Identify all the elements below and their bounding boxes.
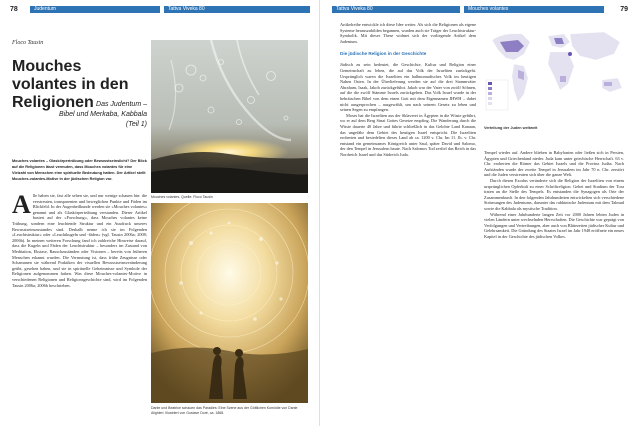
- right-page: [320, 0, 640, 426]
- header-magazine-bar: Tattva Viveka 80: [332, 6, 460, 13]
- world-map-image: [484, 20, 632, 120]
- subtitle-line: Bibel und Merkaba, Kabbala: [59, 111, 147, 118]
- subtitle-line: (Teil 1): [125, 121, 147, 128]
- floaters-photo: [151, 40, 308, 193]
- section-heading: Die jüdische Religion in der Geschichte: [340, 51, 427, 57]
- subtitle-line: Das Judentum –: [96, 101, 147, 108]
- left-page-body-text: [12, 193, 147, 413]
- body-paragraph: Jüdisch zu sein bedeutet, die Geschichte, Kultur und Religion einer Gemeinschaft zu leben, die auf das Volk der Israeliten zurückgeht. Ursprünglich waren die Israeliten ein halbnomadisches Volk im heutigen Nahen Osten. In der Überlieferung werden sie auf die drei Stammväter Abraham, Isaak, Jakob zurückgeführt. Jakob war der Vater von zwölf Söhnen, auf die die zwölf Stämme Israels zurückgehen. Das Volk Israel wurde in der hebräischen Bibel von dem einen Gott mit dem Eigennamen JHWH – dabei nicht ausgesprochen – ausgewählt, um nach seinem Gesetz zu leben und seinen Segen zu empfangen.: [340, 62, 476, 113]
- right-column-2: [484, 150, 624, 420]
- dante-illustration-caption: Dante und Beatrice schauen das Paradies: Eine Szene aus der Göttlichen Komödie von Dante Alighieri. Illustriert von Gustave Doré, ca. 1868.: [151, 406, 298, 415]
- right-page-number: 79: [620, 5, 628, 13]
- world-map: [484, 20, 632, 120]
- dante-illustration: [151, 203, 308, 403]
- right-column-1: [340, 22, 476, 417]
- body-paragraph: Tempel wieder auf. Andere blieben in Babylonien oder ließen sich in Persien, Ägypten und Griechenland nieder. Juda kam unter griechische Herrschaft. 63 v. Chr. eroberten die Römer das Gebiet Israels und die Provinz Judäa. Nach Aufständen wurde der zweite Tempel in Jerusalem im Jahr 70 n. Chr. zerstört und die Juden verstreuten sich über die ganze Welt.: [484, 150, 624, 178]
- floaters-photo-caption: Mouches volantes. Quelle: Floco Tausin: [151, 195, 213, 199]
- header-section-bar: Judentum: [30, 6, 160, 13]
- body-paragraph: Artikelreihe entwickle ich diese Idee weiter. Als sich die Religionen als eigene Systeme herauszubilden begannen, wurden auch sie Träger der Leuchtstruktur-Symbolik. Mit dieser These widmet sich der vorliegende Artikel dem Judentum.: [340, 22, 476, 44]
- drop-cap: A: [12, 193, 31, 219]
- body-paragraph: Während einer Jahrhunderte langen Zeit vor 2000 Jahren lebten Juden in vielen Ländern unter wechselnden Herrschaften. Die Geschichte war geprägt von Verfolgungen und Vertreibungen, aber auch von Blütezeiten jüdischer Kultur und Gelehrsamkeit. Die Gründung des Staates Israel im Jahr 1948 eröffnete ein neues Kapitel in der Geschichte des jüdischen Volkes.: [484, 211, 624, 239]
- floaters-photo-image: [151, 40, 308, 193]
- author-name: Floco Tausin: [12, 40, 44, 46]
- body-paragraph: lle haben sie, fast alle sehen sie, und nur wenige schauen hin: die verstreuten, transparenten und beweglichen Punkte und Fäden im Blickfeld. In der Augenheilkunde werden sie »Mouches volantes« genannt und als Glaskörpertrübung verstanden. Dieser Artikel basiert auf der »Forschung«, dass Mouches volantes keine Trübung, sondern eine leuchtende Struktur und ein Ausdruck unseres Bewusstseinszustandes sind. Deshalb nenne ich sie im Folgenden »Leuchtstruktur« oder »Leuchtkugeln und -fäden« (vgl. Tausin 2006a; 2008; 2006b). In meinen weiteren Forschung fand ich zahlreiche Hinweise darauf, dass die Kugeln und Fäden der Leuchtstruktur – besonders im Zustand von Meditation, Ekstase, Rauschzuständen oder Visionen – bereits von früheren Menschen erkannt wurden. Die Vermutung ist, dass frühe Zeugnisse oder Schamanen sie während Praktiken der visuellen Bewusstseinsveränderung geübt, gesehen haben, und sie in spirituelle Geheimnisse und Symbole der Religionen aufgenommen haben. Was diese Mouches-volantes-Motive in verschiedenen Religionen und Religionsgeschichte sind, wird im Folgenden Tausin 2006a; 2006b beschrieben.: [12, 193, 147, 288]
- dante-illustration-image: [151, 203, 308, 403]
- right-page-header: [332, 4, 630, 14]
- article-title: Mouches volantes in den Religionen: [12, 58, 129, 111]
- body-paragraph: Moses hat die Israeliten aus der Sklaverei in Ägypten in die Wüste geführt, wo er auf dem Berg Sinai Gottes Gesetze empfing. Die Wanderung durch die Wüste dauerte 40 Jahre und führte schließlich in das Gelobte Land Kanaan, das ungefähr dem Gebiet des heutigen Israel entspricht. Die Israeliten eroberten und besiedelten dieses Land ab ca. 1200 v. Chr. Im 11. Jh. v. Chr. entstand ein gemeinsames Königreich unter Saul, später David und Salomo, der den Tempel in Jerusalem baute. Nach Salomos Tod zerfiel das Reich in das Nordreich Israel und das Südreich Juda.: [340, 112, 476, 157]
- article-intro: Mouches volantes – Glaskörpertrübung oder Bewusstseinslicht? Der Blick auf die Religionen lässt vermuten, dass Mouches volantes für eine Vielzahl von Menschen eine spirituelle Bedeutung hatten. Der Artikel stellt Mouches-volantes-Motive in der jüdischen Religion vor.: [12, 159, 147, 181]
- left-page-number: 78: [10, 5, 18, 13]
- article-subtitle: [12, 100, 147, 130]
- map-caption: Verteilung der Juden weltweit: [484, 126, 538, 130]
- body-paragraph: Durch diesen Exodus veränderte sich die Religion der Israeliten von einem ursprünglichen Opferkult zu einer Schriftreligion. Gebet und Studium der Tora traten an die Stelle des Tempels. Es entstanden die Synagogen als Orte der Zusammenkunft. In den folgenden Jahrhunderten entwickelten sich verschiedene Strömungen des Judentums, darunter das rabbinische Judentum mit dem Talmud sowie die Kabbala als mystische Tradition.: [484, 177, 624, 211]
- left-page-header: [10, 4, 310, 14]
- header-magazine-bar: Tattva Viveka 80: [164, 6, 310, 13]
- header-section-bar: Mouches volantes: [464, 6, 604, 13]
